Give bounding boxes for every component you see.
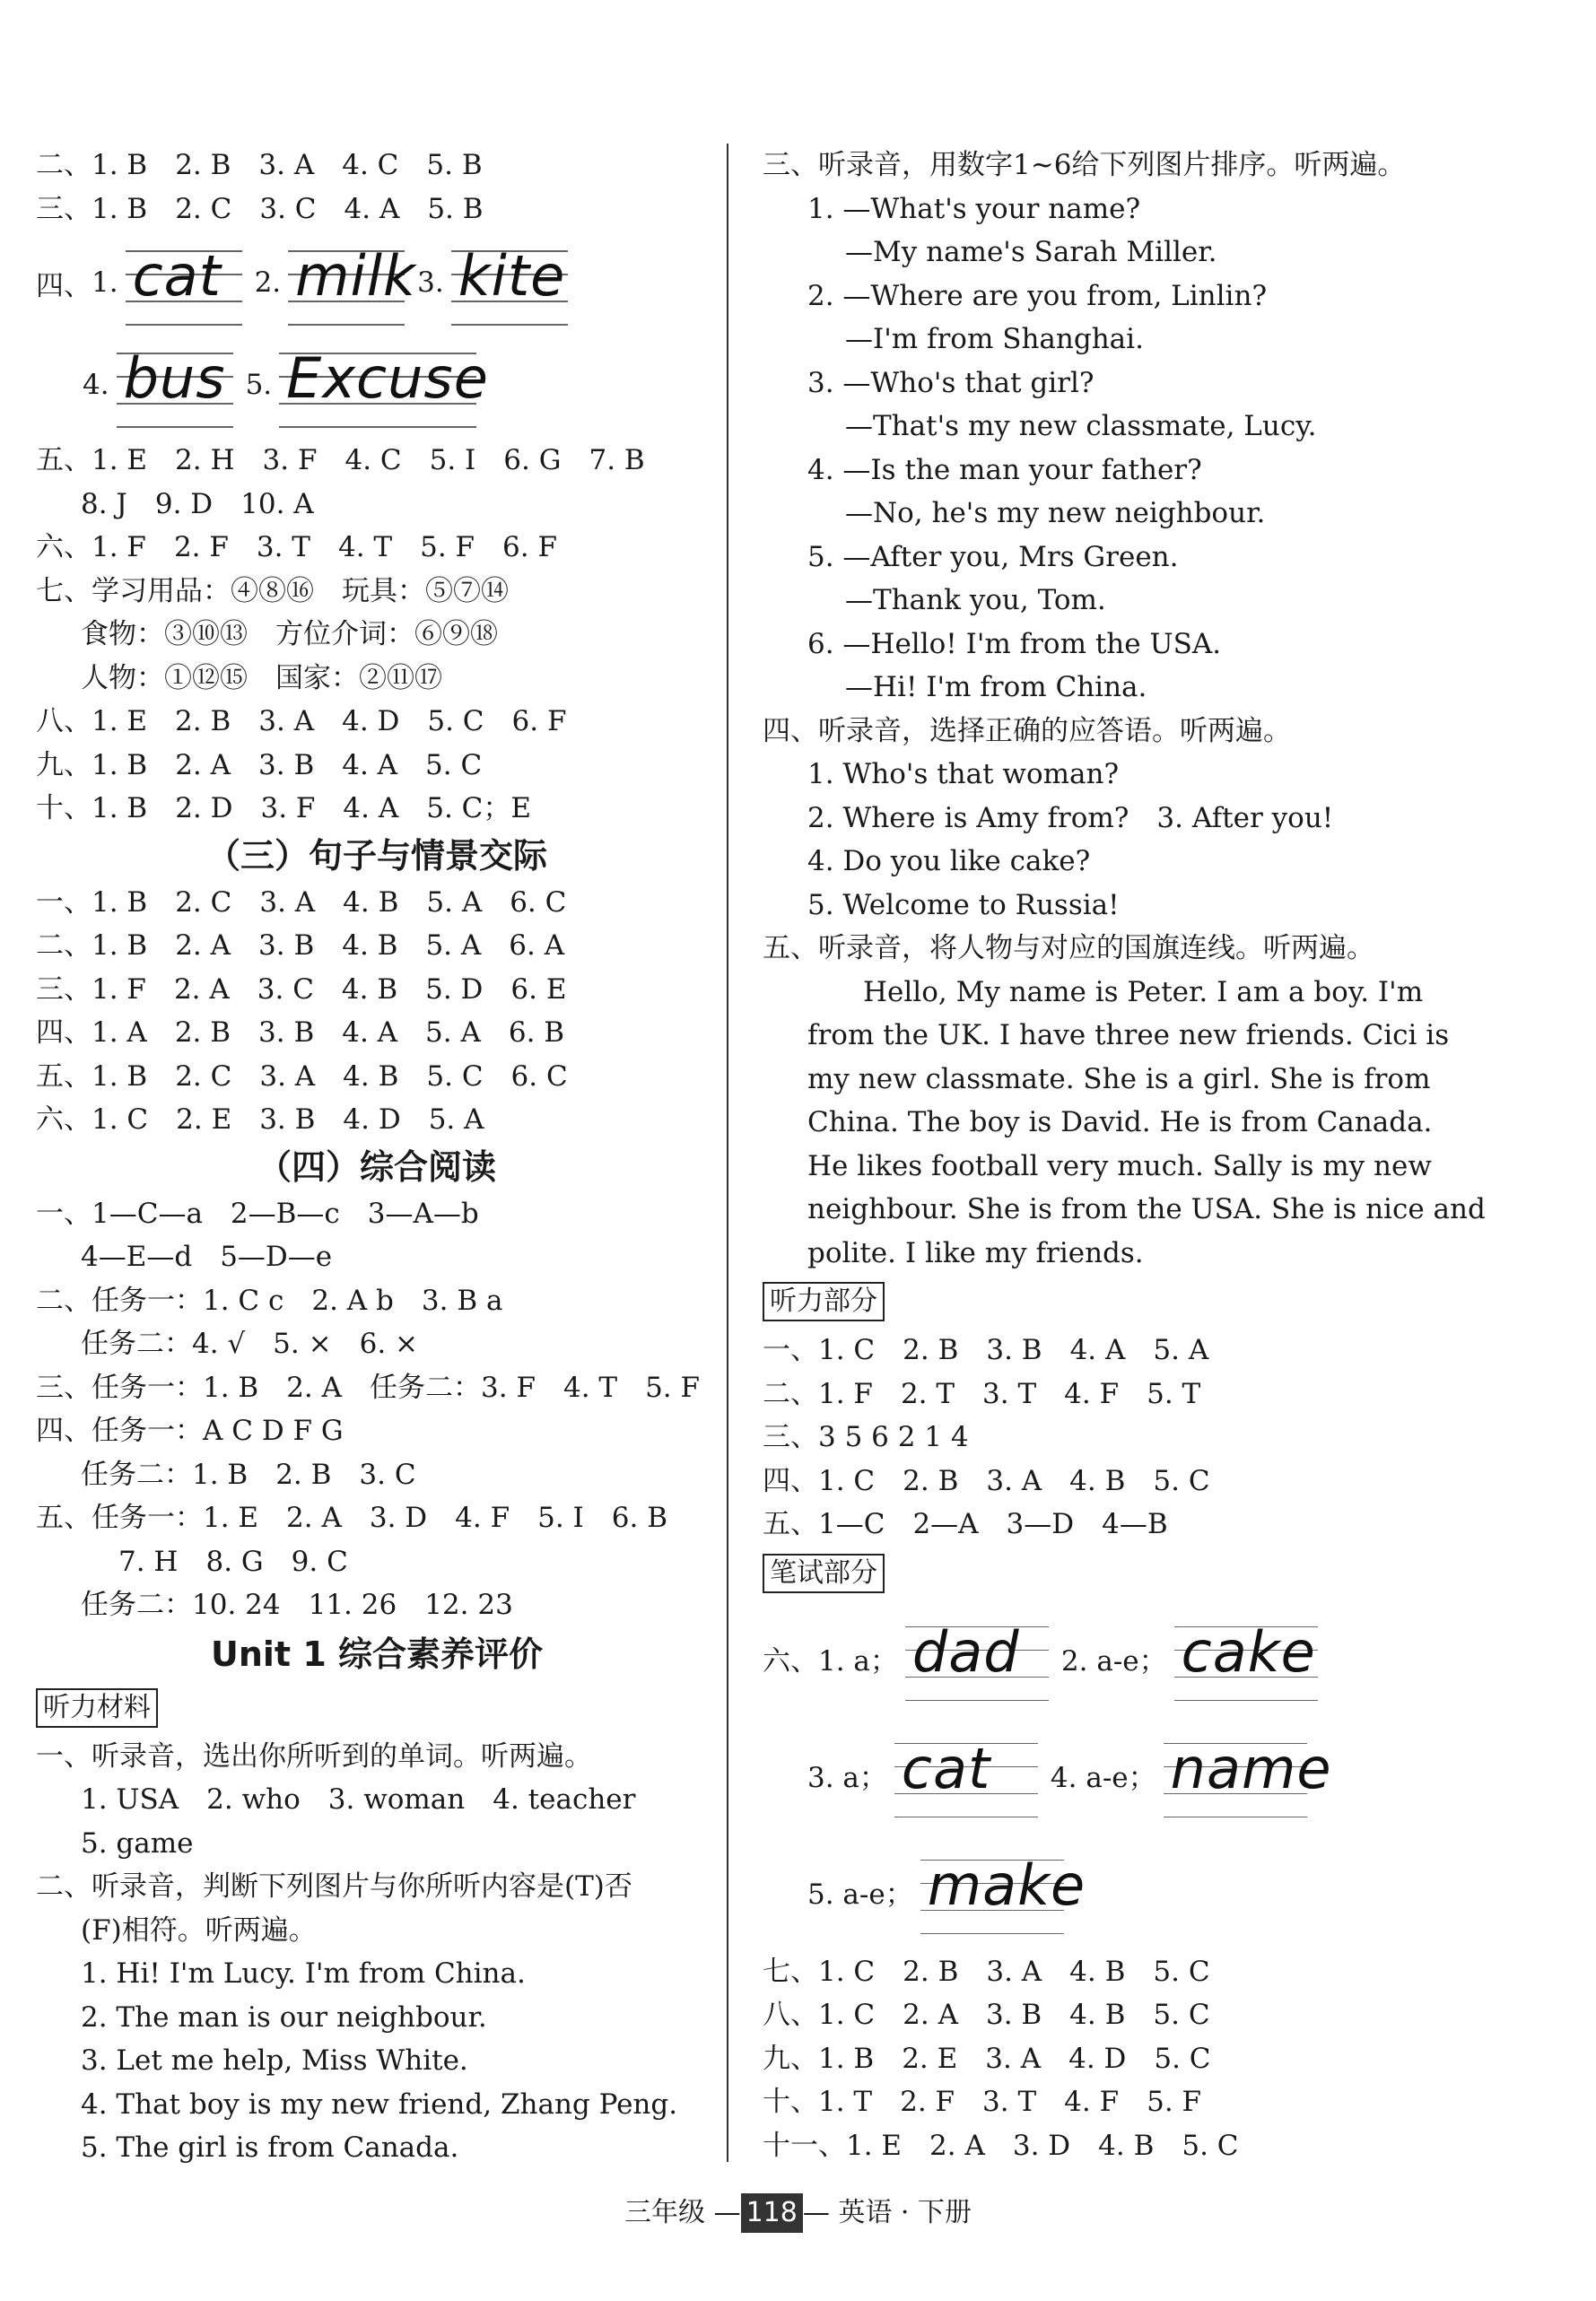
answer-line: 1. Hi! I'm Lucy. I'm from China. [81,1957,526,1990]
answer-line: —Hi! I'm from China. [845,671,1147,703]
answer-line: —My name's Sarah Miller. [845,236,1217,268]
answer-line: 任务二：10. 24 11. 26 12. 23 [81,1589,513,1621]
answer-line: 五、听录音，将人物与对应的国旗连线。听两遍。 [763,932,1374,964]
answer-line: 二、1. B 2. A 3. B 4. B 5. A 6. A [36,929,565,962]
answer-line: 1. Who's that woman? [807,758,1120,790]
answer-line: 四、听录音，选择正确的应答语。听两遍。 [763,714,1291,747]
item-number: 4. [83,369,109,401]
handwriting-box [905,1614,1049,1704]
answer-line: 5. game [81,1826,194,1860]
handwriting-box [288,238,416,327]
answer-line: 二、听录音，判断下列图片与你所听内容是(T)否 [36,1870,632,1903]
answer-line: 6. —Hello! I'm from the USA. [807,627,1222,660]
handwritten-word: cat [132,243,222,309]
answer-line: 八、1. C 2. A 3. B 4. B 5. C [763,1999,1210,2031]
handwritten-word: Excuse [286,345,489,411]
answer-line: 五、任务一：1. E 2. A 3. D 4. F 5. I 6. B [36,1502,667,1534]
answer-line: 4. Do you like cake? [807,845,1091,877]
handwritten-word: make [927,1852,1086,1918]
tag-label: 听力材料 [36,1688,158,1728]
answer-line: 三、1. B 2. C 3. C 4. A 5. B [36,192,484,225]
passage-line: from the UK. I have three new friends. Cici is [807,1019,1450,1051]
page-footer: 三年级 — 118 — 英语 · 下册 [0,2193,1596,2233]
passage-line: neighbour. She is from the USA. She is nice and [807,1193,1486,1225]
handwriting-box [279,340,489,430]
handwriting-box [920,1847,1086,1937]
answer-line: —Thank you, Tom. [845,584,1106,616]
item-number: 3. [417,266,444,299]
answer-line: 5. The girl is from Canada. [81,2131,459,2164]
section-title: （四）综合阅读 [257,1146,496,1187]
passage-line: China. The boy is David. He is from Canada. [807,1106,1433,1138]
answer-line: 2. —Where are you from, Linlin? [807,279,1268,312]
tag-label: 听力部分 [763,1282,885,1321]
section-title: （三）句子与情景交际 [205,835,547,876]
left-column [36,144,718,2170]
handwriting-box [1174,1614,1318,1704]
handwriting-box [451,238,568,327]
answer-line: 七、学习用品：④⑧⑯ 玩具：⑤⑦⑭ [36,574,509,607]
answer-line: 4—E—d 5—D—e [81,1241,333,1273]
handwritten-word: dad [911,1618,1020,1685]
answer-line: 九、1. B 2. E 3. A 4. D 5. C [763,2042,1211,2075]
answer-line: 5. Welcome to Russia! [807,888,1120,921]
passage-line: my new classmate. She is a girl. She is from [807,1062,1431,1095]
answer-line: 二、1. F 2. T 3. T 4. F 5. T [763,1377,1201,1410]
passage-line: Hello, My name is Peter. I am a boy. I'm [807,975,1424,1008]
unit-title: Unit 1 综合素养评价 [211,1634,543,1674]
answer-line: 2. Where is Amy from? 3. After you! [807,801,1334,834]
answer-line: 十、1. T 2. F 3. T 4. F 5. F [763,2086,1202,2118]
tag-label: 笔试部分 [763,1554,885,1593]
handwriting-box [1164,1730,1332,1820]
answer-line: 一、1. C 2. B 3. B 4. A 5. A [763,1334,1209,1366]
footer-grade: 三年级 [624,2197,706,2228]
answer-line: 1. USA 2. who 3. woman 4. teacher [81,1783,636,1816]
answer-line: 三、1. F 2. A 3. C 4. B 5. D 6. E [36,972,567,1006]
section-label: 六、 [763,1645,818,1678]
answer-line: —That's my new classmate, Lucy. [845,410,1317,442]
answer-line: 三、任务一：1. B 2. A 任务二：3. F 4. T 5. F [36,1371,701,1404]
written-tag [763,1547,1444,1600]
answer-line: 5. —After you, Mrs Green. [807,540,1179,573]
answer-line: 7. H 8. G 9. C [118,1545,348,1578]
answer-line: 六、1. C 2. E 3. B 4. D 5. A [36,1103,484,1136]
answer-line: 2. The man is our neighbour. [81,2000,487,2034]
handwritten-word: cake [1181,1618,1316,1685]
answer-line: —I'm from Shanghai. [845,323,1144,355]
answer-line: 十、1. B 2. D 3. F 4. A 5. C；E [36,792,532,824]
answer-line: 任务二：1. B 2. B 3. C [81,1458,416,1491]
answer-line: 二、任务一：1. C c 2. A b 3. B a [36,1284,503,1317]
answer-line: 一、听录音，选出你所听到的单词。听两遍。 [36,1739,592,1773]
answer-line: 1. —What's your name? [807,192,1141,225]
answer-line: 任务二：4. √ 5. × 6. × [81,1328,418,1360]
answer-line: 三、听录音，用数字1~6给下列图片排序。听两遍。 [763,149,1406,181]
handwritten-word: kite [458,243,566,309]
answer-line: 三、3 5 6 2 1 4 [763,1421,969,1453]
right-column [763,144,1486,2167]
answer-line: 十一、1. E 2. A 3. D 4. B 5. C [763,2129,1239,2162]
answer-line: 一、1. B 2. C 3. A 4. B 5. A 6. C [36,885,567,919]
answer-line: 3. —Who's that girl? [807,366,1095,399]
item-number: 2. a-e； [1060,1645,1167,1678]
answer-line: 六、1. F 2. F 3. T 4. T 5. F 6. F [36,531,557,563]
handwritten-word: name [1170,1735,1332,1801]
answer-line: 四、1. C 2. B 3. A 4. B 5. C [763,1464,1210,1497]
answer-line: 七、1. C 2. B 3. A 4. B 5. C [763,1955,1210,1988]
handwritten-word: cat [901,1735,991,1801]
footer-subject: 英语 · 下册 [838,2197,972,2228]
answer-line: —No, he's my new neighbour. [845,497,1266,529]
answer-line: 一、1—C—a 2—B—c 3—A—b [36,1197,479,1230]
answer-line: 人物：①⑫⑮ 国家：②⑪⑰ [81,661,442,694]
answer-line: 3. Let me help, Miss White. [81,2044,468,2077]
answer-line: 五、1. E 2. H 3. F 4. C 5. I 6. G 7. B [36,444,645,476]
item-number: 5. [245,369,273,401]
answer-line: 二、1. B 2. B 3. A 4. C 5. B [36,149,483,181]
item-number: 1. [92,266,118,299]
handwritten-word: bus [123,345,226,411]
handwriting-box [126,238,242,327]
handwriting-section-6 [763,1600,1444,1950]
answer-line: 食物：③⑩⑬ 方位介词：⑥⑨⑱ [81,618,498,650]
answer-line: 四、1. A 2. B 3. B 4. A 5. A 6. B [36,1016,565,1049]
item-number: 5. a-e； [807,1878,913,1911]
section-label: 四、 [36,269,92,302]
item-number: 1. a； [818,1645,898,1678]
answer-line: 九、1. B 2. A 3. B 4. A 5. C [36,748,483,781]
answer-line: 五、1. B 2. C 3. A 4. B 5. C 6. C [36,1059,568,1093]
page-number: 118 [741,2193,803,2233]
handwriting-box [117,340,233,430]
passage-line: polite. I like my friends. [807,1236,1144,1269]
answer-line: 五、1—C 2—A 3—D 4—B [763,1508,1168,1540]
column-divider [727,144,728,2162]
answer-line: 4. That boy is my new friend, Zhang Peng. [81,2087,678,2121]
answer-line: 八、1. E 2. B 3. A 4. D 5. C 6. F [36,705,567,737]
item-number: 4. a-e； [1050,1762,1156,1794]
listening-tag [763,1275,1444,1329]
listening-material-tag [36,1681,718,1735]
passage-line: He likes football very much. Sally is my new [807,1149,1432,1182]
handwriting-box [894,1730,1038,1820]
item-number: 2. [254,266,282,299]
answer-line: 四、任务一：A C D F G [36,1415,344,1447]
item-number: 3. a； [807,1762,887,1794]
answer-line: 8. J 9. D 10. A [81,487,314,520]
handwriting-section-4 [36,234,718,439]
handwritten-word: milk [295,243,416,309]
answer-line: (F)相符。听两遍。 [81,1913,317,1947]
answer-line: 4. —Is the man your father? [807,453,1202,486]
